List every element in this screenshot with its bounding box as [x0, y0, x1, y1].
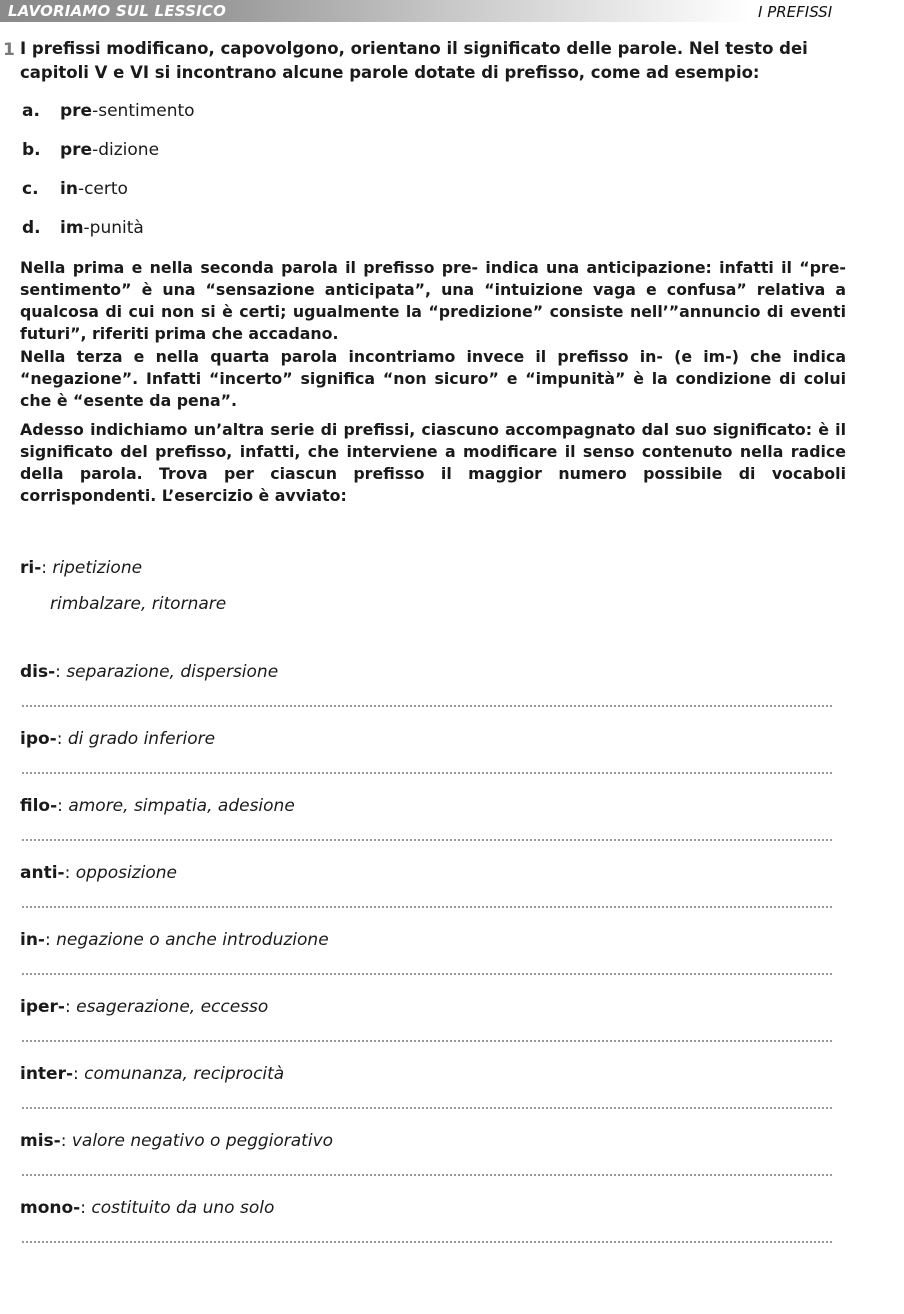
- example-item: c. in-certo: [22, 179, 128, 199]
- answer-line[interactable]: [22, 1174, 832, 1176]
- prefix-row: ipo-: di grado inferiore: [20, 728, 832, 795]
- answer-line[interactable]: [22, 839, 832, 841]
- exercise-intro: I prefissi modificano, capovolgono, orientano il significato delle parole. Nel testo dei capitoli V e VI si incontrano alcune parole dotate di prefisso, come ad esempio:: [20, 39, 808, 82]
- example-list: [22, 100, 195, 256]
- section-title: LAVORIAMO SUL LESSICO: [8, 2, 227, 20]
- prefix-row: dis-: separazione, dispersione: [20, 661, 832, 728]
- prefix-row: mono-: costituito da uno solo: [20, 1197, 832, 1264]
- example-item: b. pre-dizione: [22, 140, 160, 160]
- exercise-number: 1: [3, 40, 15, 60]
- answer-line[interactable]: [22, 1107, 832, 1109]
- prefix-row: inter-: comunanza, reciprocità: [20, 1063, 832, 1130]
- example-item: a. pre-sentimento: [22, 101, 195, 121]
- example-item: d. im-punità: [22, 218, 144, 238]
- prefix-rows: [20, 661, 832, 1264]
- paragraph-instructions: Adesso indichiamo un’altra serie di prefissi, ciascuno accompagnato dal suo significato: è il significato del prefisso, infatti, che interviene a modificare il senso contenuto nella radice della parola. Trova per ciascun prefisso il maggior numero possibile di vocaboli corrispondenti. L’esercizio è avviato:: [20, 420, 846, 505]
- topic-title: I PREFISSI: [758, 3, 833, 21]
- prefix-row: anti-: opposizione: [20, 862, 832, 929]
- answer-line[interactable]: [22, 973, 832, 975]
- header-bar: [0, 0, 750, 22]
- answer-line[interactable]: [22, 1040, 832, 1042]
- prefix-row: filo-: amore, simpatia, adesione: [20, 795, 832, 862]
- started-prefix: ri-: ripetizione: [20, 558, 143, 578]
- prefix-row: mis-: valore negativo o peggiorativo: [20, 1130, 832, 1197]
- answer-line[interactable]: [22, 906, 832, 908]
- paragraph-in: Nella terza e nella quarta parola incontriamo invece il prefisso in- (e im-) che indica “negazione”. Infatti “incerto” significa “non sicuro” e “impunità” è la condizione di colui che è “esente da pena”.: [20, 347, 846, 410]
- answer-line[interactable]: [22, 705, 832, 707]
- answer-line[interactable]: [22, 1241, 832, 1243]
- paragraph-pre: Nella prima e nella seconda parola il prefisso pre- indica una anticipazione: infatti il “pre-sentimento” è una “sensazione anticipata”, una “intuizione vaga e confusa” relativa a qualcosa di cui non si è certi; ugualmente la “predizione” consiste nell’”annuncio di eventi futuri”, riferiti prima che accadano.: [20, 258, 846, 343]
- prefix-row: iper-: esagerazione, eccesso: [20, 996, 832, 1063]
- answer-line[interactable]: [22, 772, 832, 774]
- prefix-row: in-: negazione o anche introduzione: [20, 929, 832, 996]
- started-words: rimbalzare, ritornare: [50, 594, 227, 614]
